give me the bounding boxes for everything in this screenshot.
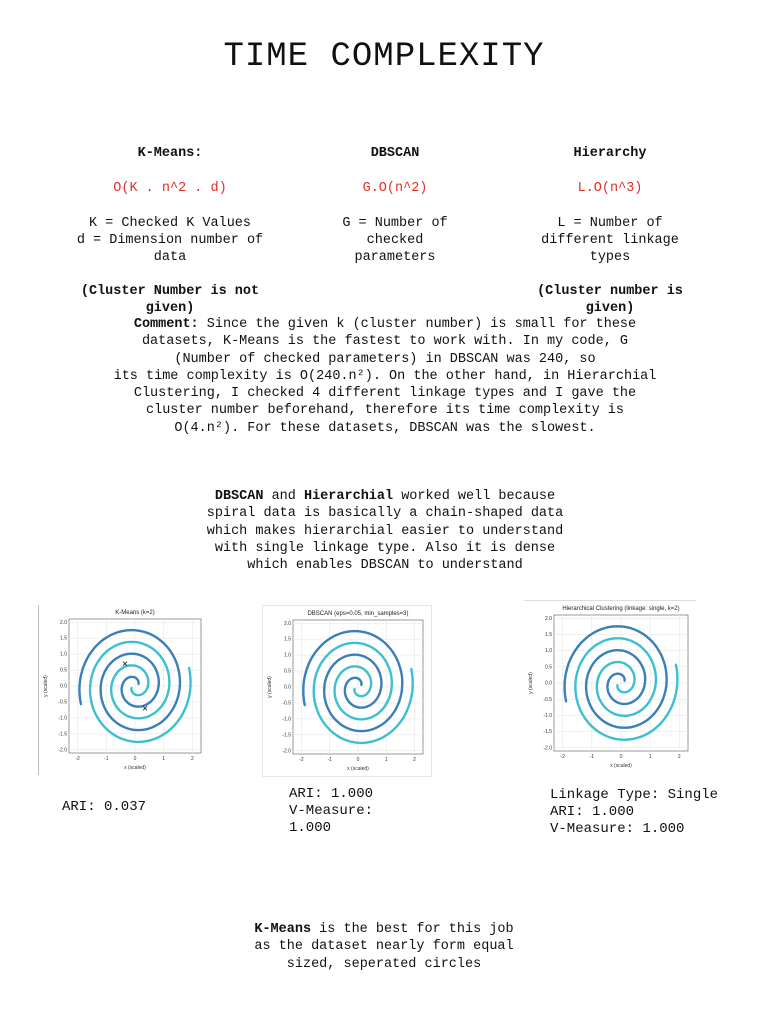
y-tick-label: -1.5 (58, 731, 67, 738)
comment-paragraph (60, 316, 710, 437)
kmeans-column (55, 145, 285, 317)
y-tick-label: -1.5 (282, 732, 291, 739)
kmeans-note-line: (Cluster Number is not (80, 284, 260, 299)
y-tick-label: 1.0 (60, 651, 67, 658)
hierarchy-desc-line: L = Number of (557, 216, 663, 231)
x-tick-label: 1 (648, 754, 652, 760)
dbscan-formula: G.O(n^2) (362, 181, 428, 196)
hierarchical-metrics (550, 787, 718, 838)
y-tick-label: 0.5 (545, 664, 552, 671)
explanation-line: with single linkage type. Also it is dense (214, 540, 556, 556)
explanation-line: which enables DBSCAN to understand (247, 558, 523, 574)
x-tick-label: -2 (75, 756, 80, 762)
comment-line (60, 316, 710, 333)
x-axis-label: x (scaled) (124, 765, 146, 771)
dbscan-desc-line: parameters (354, 250, 436, 265)
y-tick-label: -0.5 (543, 696, 552, 703)
hierarchy-note-line: (Cluster number is (537, 284, 683, 299)
metric-line: ARI: 1.000 (550, 804, 635, 820)
kmeans-header: K-Means: (137, 146, 203, 161)
comment-line: O(4.n²). For these datasets, DBSCAN was the slowest. (174, 420, 596, 436)
explanation-text: and (263, 489, 304, 504)
kmeans-formula: O(K . n^2 . d) (113, 181, 227, 196)
kmeans-desc-line: K = Checked K Values (88, 216, 252, 231)
dbscan-bold: DBSCAN (214, 489, 264, 504)
dbscan-desc-line: G = Number of (342, 216, 448, 231)
y-tick-label: 2.0 (284, 620, 291, 627)
dbscan-plot (262, 605, 432, 777)
explanation-line (160, 488, 610, 505)
y-tick-label: -1.0 (282, 716, 291, 723)
x-tick-label: 0 (619, 754, 623, 760)
x-axis-label: x (scaled) (347, 766, 369, 772)
hierarchy-note-line: given) (585, 301, 635, 316)
hierarchy-note (515, 283, 705, 317)
metric-line: V-Measure: (289, 803, 374, 819)
explanation-paragraph (160, 488, 610, 574)
y-tick-label: 0.0 (60, 683, 67, 690)
y-tick-label: -0.5 (282, 700, 291, 707)
conclusion-paragraph (184, 921, 584, 973)
comment-line: its time complexity is O(240.n²). On the other hand, in Hierarchial (113, 368, 657, 384)
hierarchy-formula: L.O(n^3) (577, 181, 643, 196)
plot-title: K-Means (k=2) (115, 610, 155, 616)
kmeans-bold: K-Means (254, 922, 312, 937)
x-tick-label: 0 (356, 757, 360, 763)
page-title: TIME COMPLEXITY (223, 38, 545, 76)
hierarchical-plot (524, 600, 696, 773)
x-tick-label: 1 (384, 757, 388, 763)
x-tick-label: -2 (560, 754, 565, 760)
explanation-line: spiral data is basically a chain-shaped data (206, 506, 564, 522)
hierarchial-bold: Hierarchial (303, 489, 394, 504)
x-tick-label: -1 (104, 756, 109, 762)
dbscan-header: DBSCAN (370, 146, 420, 161)
y-tick-label: -0.5 (58, 699, 67, 706)
y-tick-label: -2.0 (58, 747, 67, 754)
hierarchy-desc-line: types (589, 250, 631, 265)
hierarchy-header: Hierarchy (573, 146, 647, 161)
kmeans-metrics (62, 799, 146, 816)
comment-line: Clustering, I checked 4 different linkage types and I gave the (133, 386, 637, 402)
y-tick-label: -1.0 (543, 712, 552, 719)
y-tick-label: 0.0 (545, 680, 552, 687)
explanation-text: worked well because (393, 489, 556, 504)
y-tick-label: 1.0 (284, 652, 291, 659)
conclusion-line (184, 921, 584, 938)
kmeans-desc (55, 215, 285, 266)
x-tick-label: 1 (162, 756, 166, 762)
metric-line: Linkage Type: Single (550, 787, 719, 803)
comment-text: Since the given k (cluster number) is small for these (198, 317, 637, 332)
y-tick-label: -2.0 (282, 748, 291, 755)
conclusion-line: as the dataset nearly form equal (254, 939, 514, 955)
x-tick-label: -1 (589, 754, 595, 760)
y-tick-label: 2.0 (60, 619, 67, 626)
comment-line: datasets, K-Means is the fastest to work with. In my code, G (141, 334, 629, 350)
x-tick-label: -2 (299, 757, 304, 763)
dbscan-desc-line: checked (366, 233, 424, 248)
y-tick-label: -1.0 (58, 715, 67, 722)
y-axis-label: y (scaled) (43, 675, 49, 697)
x-tick-label: 2 (677, 754, 681, 760)
x-tick-label: 2 (413, 757, 416, 763)
metric-line: ARI: 1.000 (289, 786, 374, 802)
y-tick-label: 0.5 (60, 667, 67, 674)
x-axis-label: x (scaled) (610, 763, 632, 769)
dbscan-metrics (289, 786, 373, 837)
y-tick-label: 0.5 (284, 668, 291, 675)
x-tick-label: -1 (327, 757, 332, 763)
comment-line: cluster number beforehand, therefore its time complexity is (146, 403, 624, 419)
plot-title: DBSCAN (eps=0.05, min_samples=3) (307, 611, 409, 617)
hierarchy-column (515, 145, 705, 317)
comment-label: Comment: (133, 317, 199, 332)
kmeans-note-line: given) (145, 301, 195, 316)
plot-title: Hierarchical Clustering (linkage: single, k=2) (562, 606, 680, 612)
x-tick-label: 2 (191, 756, 194, 762)
y-tick-label: 1.5 (545, 632, 552, 639)
kmeans-desc-line: d = Dimension number of (76, 233, 264, 248)
y-tick-label: 1.5 (284, 636, 291, 643)
conclusion-line: sized, seperated circles (286, 956, 482, 972)
y-axis-label: y (scaled) (267, 676, 273, 698)
kmeans-plot-svg (39, 605, 209, 775)
x-tick-label: 0 (133, 756, 137, 762)
kmeans-desc-line: data (153, 250, 187, 265)
dbscan-desc (300, 215, 490, 266)
y-tick-label: 0.0 (284, 684, 291, 691)
y-tick-label: 1.0 (545, 648, 552, 655)
dbscan-column (300, 145, 490, 266)
y-axis-label: y (scaled) (528, 672, 534, 694)
explanation-line: which makes hierarchial easier to understand (206, 523, 564, 539)
conclusion-text: is the best for this job (311, 922, 514, 937)
comment-line: (Number of checked parameters) in DBSCAN was 240, so (174, 351, 596, 367)
metric-line: V-Measure: 1.000 (550, 821, 685, 837)
hierarchical-plot-svg (524, 601, 696, 773)
y-tick-label: 2.0 (545, 615, 552, 622)
y-tick-label: -2.0 (543, 745, 552, 752)
kmeans-plot (38, 605, 209, 775)
hierarchy-desc-line: different linkage (541, 233, 679, 248)
y-tick-label: 1.5 (60, 635, 67, 642)
dbscan-plot-svg (263, 606, 431, 776)
metric-line: 1.000 (289, 820, 332, 836)
y-tick-label: -1.5 (543, 729, 552, 736)
metric-line: ARI: 0.037 (62, 799, 147, 815)
hierarchy-desc (515, 215, 705, 266)
kmeans-note (55, 283, 285, 317)
